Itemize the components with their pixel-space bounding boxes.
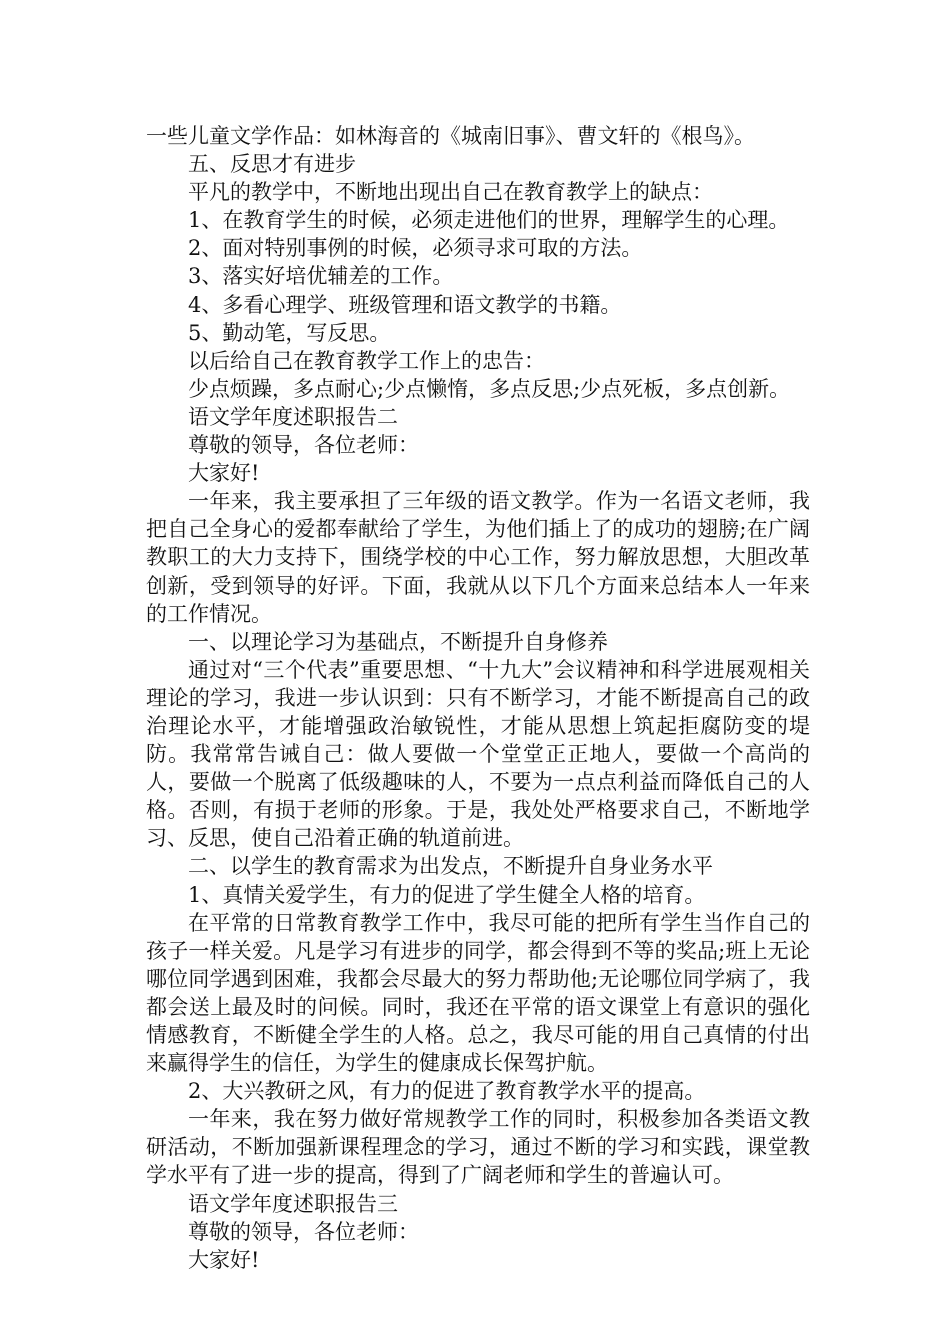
paragraph: 以后给自己在教育教学工作上的忠告： — [188, 348, 545, 373]
list-item: 3、落实好培优辅差的工作。 — [188, 264, 454, 289]
salutation: 尊敬的领导，各位老师： — [188, 1219, 419, 1244]
subsection-heading: 1、真情关爱学生，有力的促进了学生健全人格的培育。 — [188, 882, 706, 907]
section-heading: 五、反思才有进步 — [188, 152, 356, 177]
subsection-heading: 2、大兴教研之风，有力的促进了教育教学水平的提高。 — [188, 1079, 706, 1104]
list-item: 5、勤动笔，写反思。 — [188, 320, 391, 345]
paragraph: 通过对“三个代表”重要思想、“十九大”会议精神和科学进展观相关理论的学习，我进一步认识到：只有不断学习，才能不断提高自己的政治理论水平，才能增强政治敏锐性，才能从思想上筑起拒腐防变的堤防。我常常告诫自己：做人要做一个堂堂正正地人，要做一个高尚的人，要做一个脱离了低级趣味的人，不要为一点点利益而降低自己的人格。否则，有损于老师的形象。于是，我处处严格要求自己，不断地学习、反思，使自己沿着正确的轨道前进。 — [146, 657, 810, 851]
paragraph: 少点烦躁，多点耐心;少点懒惰，多点反思;少点死板，多点创新。 — [188, 376, 791, 401]
report-title: 语文学年度述职报告二 — [188, 404, 398, 429]
greeting: 大家好! — [188, 461, 260, 486]
section-heading: 二、以学生的教育需求为出发点，不断提升自身业务水平 — [188, 854, 713, 879]
paragraph: 一年来，我主要承担了三年级的语文教学。作为一名语文老师，我把自己全身心的爱都奉献给了学生，为他们插上了的成功的翅膀;在广阔教职工的大力支持下，围绕学校的中心工作，努力解放思想，大胆改革创新，受到领导的好评。下面，我就从以下几个方面来总结本人一年来的工作情况。 — [146, 489, 810, 626]
salutation: 尊敬的领导，各位老师： — [188, 433, 419, 458]
report-title: 语文学年度述职报告三 — [188, 1191, 398, 1216]
section-heading: 一、以理论学习为基础点，不断提升自身修养 — [188, 629, 608, 654]
greeting: 大家好! — [188, 1247, 260, 1272]
paragraph: 一年来，我在努力做好常规教学工作的同时，积极参加各类语文教研活动，不断加强新课程理念的学习，通过不断的学习和实践，课堂教学水平有了进一步的提高，得到了广阔老师和学生的普遍认可。 — [146, 1107, 810, 1188]
document-page — [146, 122, 810, 1274]
paragraph: 在平常的日常教育教学工作中，我尽可能的把所有学生当作自己的孩子一样关爱。凡是学习有进步的同学，都会得到不等的奖品;班上无论哪位同学遇到困难，我都会尽最大的努力帮助他;无论哪位同学病了，我都会送上最及时的问候。同时，我还在平常的语文课堂上有意识的强化情感教育，不断健全学生的人格。总之，我尽可能的用自己真情的付出来赢得学生的信任，为学生的健康成长保驾护航。 — [146, 910, 810, 1076]
list-item: 1、在教育学生的时候，必须走进他们的世界，理解学生的心理。 — [188, 208, 790, 233]
list-item: 2、面对特别事例的时候，必须寻求可取的方法。 — [188, 236, 643, 261]
paragraph: 平凡的教学中，不断地出现出自己在教育教学上的缺点： — [188, 180, 713, 205]
list-item: 4、多看心理学、班级管理和语文教学的书籍。 — [188, 292, 622, 317]
paragraph: 一些儿童文学作品：如林海音的《城南旧事》、曹文轩的《根鸟》。 — [146, 124, 755, 148]
